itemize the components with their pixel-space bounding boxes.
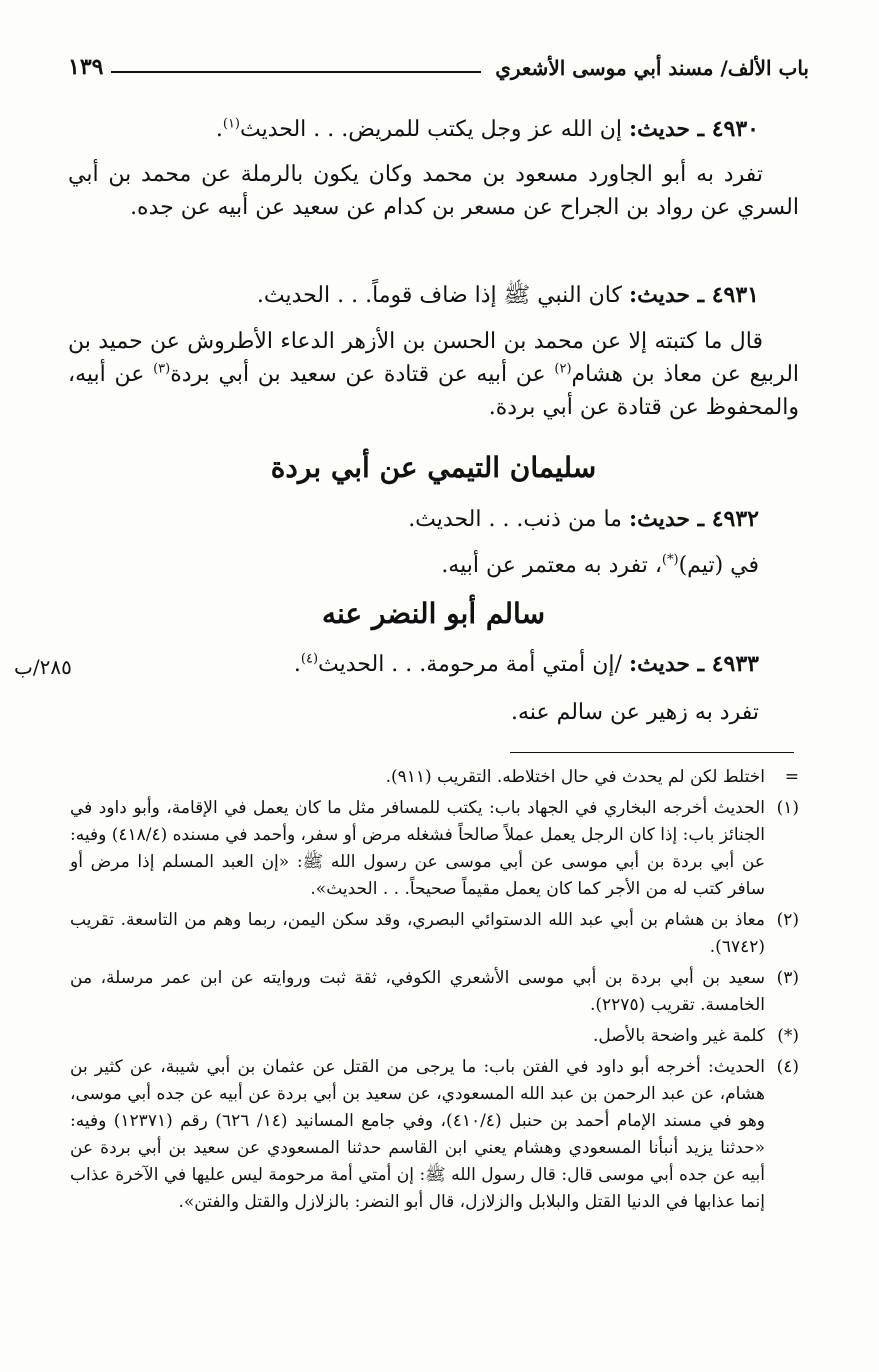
footnote xyxy=(70,1054,799,1216)
paragraph-part: عن أبيه عن قتادة عن سعيد بن أبي بردة xyxy=(170,362,555,387)
footnote-text: سعيد بن أبي بردة بن أبي موسى الأشعري الكوفي، ثقة ثبت وروايته عن ابن عمر مرسلة، من الخامسة. تقريب (٢٢٧٥). xyxy=(70,968,765,1015)
footnote-mark: (٣) xyxy=(776,968,799,988)
paragraph-4932 xyxy=(68,547,799,585)
entry-label: ٤٩٣٢ ـ حديث: xyxy=(628,506,759,532)
footnotes xyxy=(70,764,799,1220)
paragraph-4933 xyxy=(68,694,799,732)
footnote-separator xyxy=(510,752,794,753)
running-head-title: باب الألف/ مسند أبي موسى الأشعري xyxy=(495,56,809,80)
entry-4932 xyxy=(68,500,799,539)
entry-end: . xyxy=(215,117,223,142)
entry-text: إن الله عز وجل يكتب للمريض. . . الحديث xyxy=(240,117,622,142)
footnote xyxy=(70,1023,799,1050)
running-head-rule xyxy=(111,71,481,73)
footnote-ref: (٣) xyxy=(153,361,171,377)
paragraph-part: في (تيم) xyxy=(678,553,759,578)
entry-text: كان النبي ﷺ إذا ضاف قوماً. . . الحديث. xyxy=(256,283,622,308)
entry-text: ما من ذنب. . . الحديث. xyxy=(408,507,622,532)
margin-manuscript-ref: ٢٨٥/ب xyxy=(14,655,72,679)
footnote xyxy=(70,795,799,903)
footnote-text: معاذ بن هشام بن أبي عبد الله الدستوائي البصري، وقد سكن اليمن، ربما وهم من التاسعة. تقريب (٦٧٤٢). xyxy=(70,910,765,957)
footnote-ref: (*) xyxy=(661,552,679,568)
footnote-ref: (١) xyxy=(222,116,240,132)
footnote-mark: = xyxy=(784,767,799,787)
footnote xyxy=(70,764,799,791)
footnote-text: الحديث: أخرجه أبو داود في الفتن باب: ما يرجى من القتل عن عثمان بن أبي شيبة، عن كثير بن هشام، عن عبد الرحمن بن عبد الله المسعودي، عن سعيد بن أبي بردة عن أبيه عن جده أبي موسى، وهو في مسند الإمام أحمد بن حنبل (٤١٠/٤)، وفي جامع المسانيد (١٤/ ٦٢٦) رقم (١٢٣٧١) وفيه: «حدثنا يزيد أنبأنا المسعودي وهشام يعني ابن القاسم حدثنا المسعودي عن سعيد بن أبي بردة عن أبيه عن جده أبي موسى قال: قال رسول الله ﷺ: إن أمتي أمة مرحومة ليس عليها في الآخرة عذاب إنما عذابها في الدنيا القتل والبلابل والزلازل، قال أبو النضر: بالزلازل والقتل والفتن». xyxy=(70,1057,765,1212)
paragraph-4931 xyxy=(68,325,799,424)
footnote-ref: (٢) xyxy=(554,361,572,377)
section-title: سالم أبو النضر عنه xyxy=(321,597,546,630)
entry-end: . xyxy=(293,652,301,677)
section-heading-1 xyxy=(68,448,799,488)
footnote-mark: (١) xyxy=(776,798,799,818)
paragraph-text: تفرد به زهير عن سالم عنه. xyxy=(511,700,759,725)
footnote xyxy=(70,965,799,1019)
paragraph-4930 xyxy=(68,158,799,224)
footnote-text: كلمة غير واضحة بالأصل. xyxy=(592,1026,765,1046)
footnote xyxy=(70,907,799,961)
footnote-mark: (٢) xyxy=(776,910,799,930)
paragraph-part: عن أبيه، والمحفوظ عن قتادة عن أبي بردة. xyxy=(68,362,799,420)
entry-4930 xyxy=(68,110,799,149)
running-head xyxy=(68,40,809,80)
entry-label: ٤٩٣٠ ـ حديث: xyxy=(628,116,759,142)
footnote-text: الحديث أخرجه البخاري في الجهاد باب: يكتب للمسافر مثل ما كان يعمل في الإقامة، وأبو داود في الجنائز باب: إذا كان الرجل يعمل عملاً صالحاً فشغله مرض أو سفر، وأحمد في مسنده (٤١٨/٤) وفيه: عن أبي بردة بن أبي موسى عن أبي موسى عن رسول الله ﷺ: «إن العبد المسلم إذا مرض أو سافر كتب له من الأجر كما كان يعمل مقيماً صحيحاً. . . الحديث». xyxy=(69,798,765,899)
entry-4931 xyxy=(68,276,799,315)
paragraph-text: تفرد به أبو الجاورد مسعود بن محمد وكان يكون بالرملة عن محمد بن أبي السري عن رواد بن الجراح عن مسعر بن كدام عن سعيد عن أبيه عن جده. xyxy=(68,162,799,220)
entry-label: ٤٩٣٣ ـ حديث: xyxy=(628,651,759,677)
footnote-mark: (*) xyxy=(777,1026,799,1046)
page-number: ١٣٩ xyxy=(68,54,104,80)
section-heading-2 xyxy=(68,594,799,634)
entry-label: ٤٩٣١ ـ حديث: xyxy=(628,282,759,308)
paragraph-text xyxy=(68,325,799,424)
entry-4933 xyxy=(68,645,799,684)
footnote-text: اختلط لكن لم يحدث في حال اختلاطه. التقريب (٩١١). xyxy=(385,767,765,787)
footnote-mark: (٤) xyxy=(776,1057,799,1077)
section-title: سليمان التيمي عن أبي بردة xyxy=(270,451,597,484)
footnote-ref: (٤) xyxy=(300,651,319,667)
entry-text: /إن أمتي أمة مرحومة. . . الحديث xyxy=(318,652,622,677)
paragraph-part: قال ما كتبته إلا عن محمد بن الحسن بن الأزهر الدعاء الأطروش عن حميد بن الربيع عن معاذ بن هشام xyxy=(68,329,800,387)
paragraph-part: ، تفرد به معتمر عن أبيه. xyxy=(441,553,662,578)
